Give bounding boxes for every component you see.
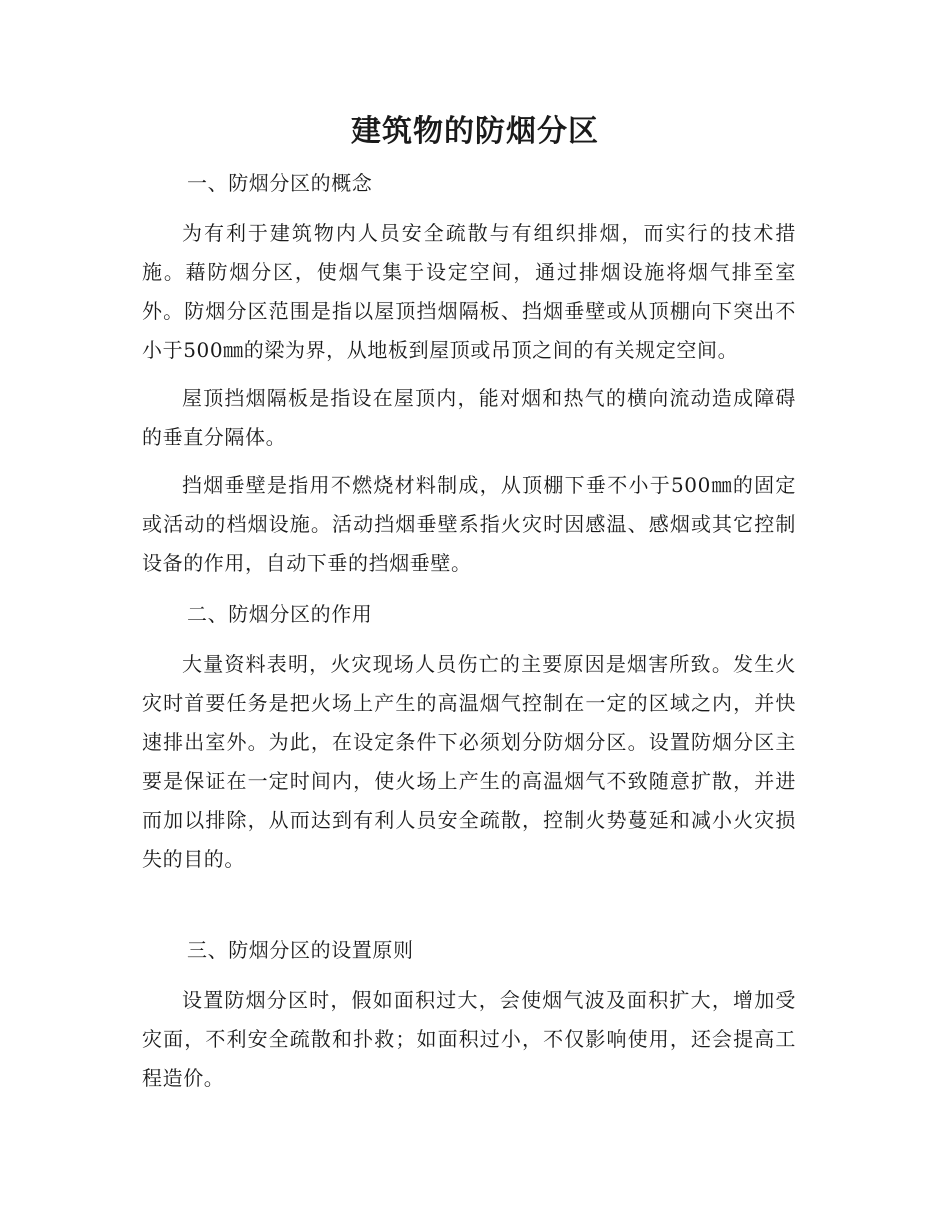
- document-title: 建筑物的防烟分区: [351, 114, 599, 149]
- section-heading-concept: 一、防烟分区的概念: [187, 171, 373, 195]
- paragraph-principles: 设置防烟分区时，假如面积过大，会使烟气波及面积扩大，增加受灾面，不利安全疏散和扑救；如面积过小，不仅影响使用，还会提高工程造价。: [142, 988, 796, 1090]
- paragraph-concept-definition: 为有利于建筑物内人员安全疏散与有组织排烟，而实行的技术措施。藉防烟分区，使烟气集于设定空间，通过排烟设施将烟气排至室外。防烟分区范围是指以屋顶挡烟隔板、挡烟垂壁或从顶棚向下突出不小于500㎜的梁为界，从地板到屋顶或吊顶之间的有关规定空间。: [142, 221, 796, 362]
- section-heading-function: 二、防烟分区的作用: [187, 602, 373, 626]
- paragraph-smoke-curtain: 挡烟垂壁是指用不燃烧材料制成，从顶棚下垂不小于500㎜的固定或活动的档烟设施。活动挡烟垂壁系指火灾时因感温、感烟或其它控制设备的作用，自动下垂的挡烟垂壁。: [142, 473, 796, 575]
- paragraph-roof-smoke-barrier: 屋顶挡烟隔板是指设在屋顶内，能对烟和热气的横向流动造成障碍的垂直分隔体。: [142, 386, 796, 449]
- section-heading-principles: 三、防烟分区的设置原则: [187, 938, 414, 962]
- paragraph-function: 大量资料表明，火灾现场人员伤亡的主要原因是烟害所致。发生火灾时首要任务是把火场上产生的高温烟气控制在一定的区域之内，并快速排出室外。为此，在设定条件下必须划分防烟分区。设置防烟分区主要是保证在一定时间内，使火场上产生的高温烟气不致随意扩散，并进而加以排除，从而达到有利人员安全疏散，控制火势蔓延和减小火灾损失的目的。: [142, 652, 796, 871]
